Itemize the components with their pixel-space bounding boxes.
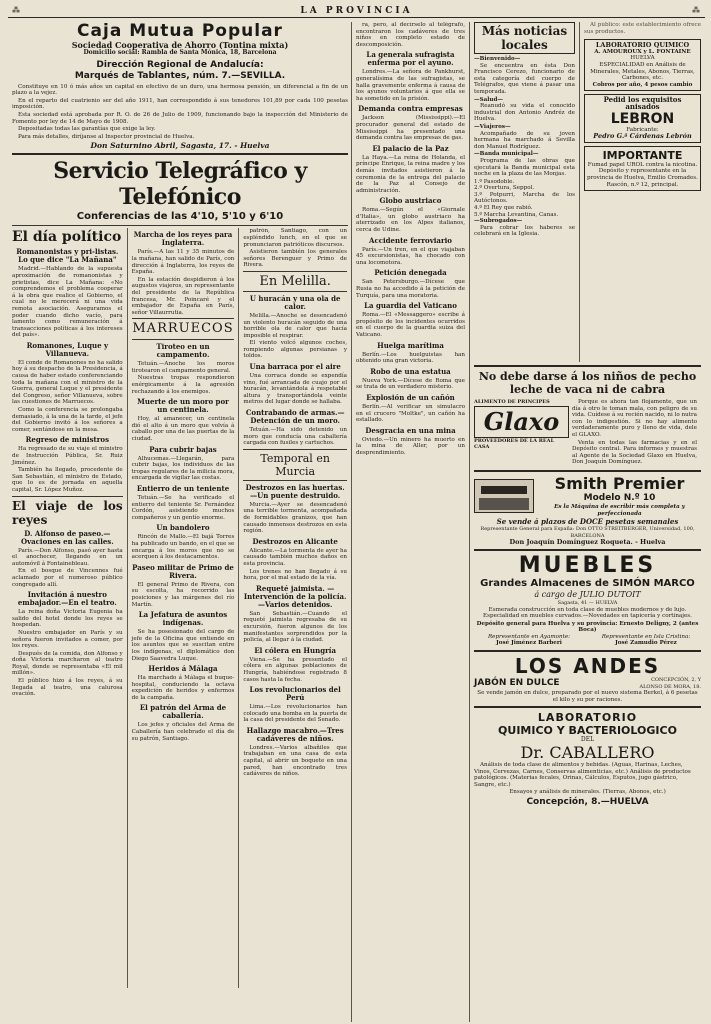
muebles-body: Esmerada construcción en toda clase de muebles modernos y de lujo. Especialidad en muebles curvados.—Novedades en tapicería y cortinajes.	[483, 606, 692, 620]
muebles-rep-left	[474, 634, 584, 647]
text-explosion: Berlín.—Al verificar un simulacro en el crucero "Moltke", un cañón ha estallado.	[356, 403, 465, 424]
left-area	[8, 22, 352, 1022]
andes-sub: JABÓN EN DULCE	[474, 678, 560, 689]
text-huracan-2: El viento volcó algunos coches, rompiendo algunas persianas y toldos.	[243, 340, 347, 360]
smith-model: Modelo N.º 10	[583, 492, 656, 503]
muebles-cargo: á cargo de JULIO DUTOIT	[534, 589, 641, 599]
text-hallazgo: Londres.—Varios albañiles que trabajaban en una casa de esta capital, al abrir un boquete en una pared, han encontrado tres cadáveres de niños.	[243, 744, 347, 778]
muebles-title: MUEBLES	[518, 552, 657, 578]
text-romanones-1: El conde de Romanones no ha salido hoy á su despacho de la Presidencia, á causa de haber estado conferenciando toda la mañana con el ministro de la Guerra, general Luque y el presidente del Congreso, señor Villanueva, sobre las cuestiones de Marruecos.	[12, 359, 123, 406]
lebron-brand: LEBRON	[610, 110, 675, 127]
text-patron: Los jefes y oficiales del Arma de Caballería han celebrado el día de su patrón, Santiago.	[131, 722, 235, 742]
text-regreso-1: Ha regresado de su viaje el ministro de Instrucción Pública, Sr. Ruiz Jiménez.	[12, 446, 123, 466]
muebles-rep-r-label: Representante en Isla Cristina:	[601, 633, 691, 640]
heading-demanda: Demanda contra empresas	[358, 104, 463, 114]
text-barraca: Una corraca donde se expendía vino, fué arrancada de cuajo por el huracán, levantándola á respetable altura y transportándola veinte metros del lugar donde se hallaba.	[243, 373, 347, 406]
text-requete: San Sebastián.—Cuando el requeté jaimista regresaba de su excursión, fueron algunos de los manifestantes sorprendidos por la policía, al llegar á la ciudad.	[243, 610, 347, 644]
lab-city: HUELVA	[630, 55, 655, 62]
ad-caja-body5: Para más detalles, diríjanse al Inspector provincial de Huelva.	[18, 133, 195, 140]
text-peru: Lima.—Los revolucionarios han colocado una bomba en la puerta de la casa del presidente del Senado.	[243, 704, 347, 724]
heading-paseo-militar: Paseo militar de Primo de Rivera.	[132, 562, 234, 580]
text-banda: Programa de las obras que ejecutará la Banda municipal esta noche en la plaza de las Monjas.	[474, 157, 575, 178]
lab2-title: LABORATORIO	[537, 711, 638, 725]
column-5-news	[470, 22, 580, 362]
heading-viajeros: —Viajeros—	[474, 123, 511, 130]
glaxo-sub: PROVEEDORES DE LA REAL CASA	[474, 437, 555, 451]
andes-addr: CONCEPCIÓN, 2, Y ALONSO DE MORA, 18.	[639, 677, 701, 690]
lab2-addr: Concepción, 8.—HUELVA	[526, 797, 649, 807]
importante-title: IMPORTANTE	[602, 148, 683, 162]
text-globo: Roma.—Según el «Giornale d'Italia», un globo austriaco ha aterrizado en los Alpes italianos, cerca de Udine.	[356, 207, 465, 234]
text-invitacion-3: Después de la comida, don Alfonso y doña Victoria marcharon al teatro Royal, donde se representaba «El mil millón».	[12, 650, 123, 677]
text-col3-top-1: patrón, Santiago, con un espléndido lunch, en el que se pronunciaron patrióticos discursos.	[243, 228, 347, 248]
banda-item-5: 5.º Marcha Levantina, Canas.	[474, 211, 559, 218]
heading-dia-politico: El día político	[12, 229, 122, 246]
ad-caja	[8, 22, 352, 228]
heading-destrozos-huertas: Destrozos en las huertas.—Un puente destruido.	[245, 482, 345, 500]
masthead-left: ⁂	[12, 6, 21, 15]
column-3	[239, 228, 351, 988]
text-alfonso-1: París.—Don Alfonso, pasó ayer hasta el anochecer, llegando en un automóvil á Fontainebleau.	[12, 547, 123, 567]
telegraph-times: Conferencias de las 4'10, 5'10 y 6'10	[76, 211, 284, 223]
text-romanones-2: Como la conferencia se prolongaba demasiado, á la una de la tarde, el jefe del Gobierno invitó á los señores a comer, sentándose en la mesa.	[12, 407, 123, 433]
heading-melilla: En Melilla.	[259, 273, 331, 289]
text-tiroteo-2: Nuestras tropas respondieron enérgicamente á la agresión rechazando á los enemigos.	[131, 375, 235, 395]
glaxo-logo: Glaxo	[474, 406, 569, 438]
heading-hallazgo: Hallazgo macabro.—Tres cadáveres de niños.	[246, 725, 344, 743]
text-huracan-1: Melilla.—Anoche se desencadenó un violento huracán seguido de una horrible ola de calor que hacía imposible el respirar.	[243, 312, 347, 339]
heading-destrozos-alicante: Destrozos en Alicante	[252, 536, 338, 546]
text-viajeros: Acompañado de su joven hermana ha marchado á Sevilla don Manuel Rodríguez.	[474, 130, 575, 150]
lab2-name: Dr. CABALLERO	[520, 743, 655, 763]
ad-importante	[584, 146, 701, 191]
ad-glaxo-brand	[474, 399, 569, 467]
heading-bandolero: Un bandolero	[156, 523, 210, 533]
muebles-address: Sagasta, 41 — HUELVA	[557, 599, 618, 606]
heading-patron: El patrón del Arma de caballería.	[139, 703, 227, 721]
heading-barraca: Una barraca por el aire	[249, 362, 341, 372]
importante-body2: Depósito y representante en la provincia de Huelva, Emilio Cromades.	[587, 168, 698, 181]
andes-title: LOS ANDES	[514, 654, 661, 679]
text-demanda: Jackson (Mississippi).—El procurador general del estado de Mississippi ha presentado una demanda contra las empresas de gas.	[356, 115, 465, 142]
muebles-rep-l-name: José Jiménez Barberi	[496, 640, 562, 647]
lab2-title2: QUIMICO Y BACTERIOLOGICO	[498, 724, 677, 738]
heading-contrabando: Contrabando de armas.—Detención de un moro.	[245, 408, 345, 426]
heading-cubrir-bajas: Para cubrir bajas	[149, 444, 217, 454]
text-col3-top-2: Asistieron también los generales señores Berenguer y Primo de Rivera.	[243, 249, 347, 269]
text-invitacion-1: La reina doña Victoria Eugenia ha salido del hotel donde los reyes se hospedan.	[12, 609, 123, 629]
lab-specialty: ESPECIALIDAD en Análisis de Minerales, Metales, Abonos, Tierras, Carbones, etc.	[590, 61, 695, 82]
text-palacio-paz: La Haya.—La reina de Holanda, el príncipe Enrique, la reina madre y los demás invitados asistieron á la ceremonia de la entrega del palacio de la Paz al Consejo de administración.	[356, 154, 465, 194]
ad-caja-signature: Don Saturnino Abril, Sagasta, 17. - Huelva	[90, 141, 270, 151]
heading-heridos: Heridos á Málaga	[148, 664, 218, 674]
ad-caja-body3: Esta sociedad está aprobada por R. O. de 26 de Julio de 1909, funcionando bajo la inspección del Ministerio de Fomento por ley de 14 de Mayo de 1908.	[12, 111, 348, 125]
text-robo: Nueva York.—Dícese de Roma que se trata de un verdadero misterio.	[356, 377, 465, 391]
text-muerte: Hoy, al amanecer, un centinela dió el alto á un moro que volvía á caballo por una de las puertas de la ciudad.	[131, 416, 235, 443]
heading-muerte-moro: Muerte de un moro por un centinela.	[137, 397, 229, 415]
column-6-ads: Al público: este establecimiento ofrece sus productos. LABORATORIO QUIMICO A. AMOUROUX y L. FONTAINE HUELVA ESPECIALIDAD en Análisis de Minerales, Metales, Abonos, Tierras, Carbones, etc. Cobros por año, 4 pesos cambio Pedid los exquisitos anisados LEBRON Fabricante: Pedro G.ª Cárdenas Lebrón IMPORTANTE Fumad papel UROL contra la nicotina. Depósito y representante en la provincia de Huelva, Emilio Cromades. Rascón, n.º 12, principal.	[580, 22, 705, 362]
banda-item-4: 4.º El Rey que rabió.	[474, 205, 533, 212]
lebron-heading: Pedid los exquisitos anisados	[603, 95, 682, 111]
ad-caja-body4: Depositadas todas las garantías que exige la ley.	[18, 126, 156, 133]
heading-requete: Requeté jaimista. — Intervención de la policía.—Varios detenidos.	[243, 583, 347, 609]
heading-peticion: Petición denegada	[374, 268, 447, 278]
text-sufragista: Londres.—La señora de Pankhurst, generalísima de las sufragistas, se halla gravemente enferma á causa de los ayunos voluntarios á que ella se ha sometido en la prisión.	[356, 69, 465, 102]
heading-entierro: Entierro de un teniente	[136, 484, 230, 493]
text-destrozos: Murcia.—Ayer se desencadenó una terrible tormenta, acompañada de formidables granizos, que han causado inmensos destrozos en esta región.	[243, 501, 347, 535]
heading-guardia-vaticano: La guardia del Vaticano	[364, 301, 457, 311]
ad-caja-title: Caja Mutua Popular	[77, 22, 283, 41]
text-invitacion-4: El público hizo á los reyes, á su llegada al teatro, una calurosa ovación.	[12, 678, 123, 698]
text-col4-top: ra, pero, al decírselo al telégrafo, encontraron los cadáveres de tres niños en completo estado de descomposición.	[356, 22, 465, 48]
importante-body: Fumad papel UROL contra la nicotina.	[587, 161, 698, 168]
heading-peru: Los revolucionarios del Perú	[249, 685, 341, 703]
heading-romanonistas: Romanonistas y pri-listas. Lo que dice "La Mañana"	[16, 247, 119, 265]
text-mina: Oviedo.—Un minero ha muerto en la mina de Aller, por un desprendimiento.	[356, 436, 465, 456]
ad-caja-body2: En el reparto del cuatrienio ser del año 1911, han correspondido á sus tenedores 101,89 por cada 100 pesetas imposición.	[12, 97, 348, 111]
heading-robo: Robo de una estatua	[370, 366, 451, 376]
text-marcha-2: En la estación despidieron á los augustos viajeros, un representante del presidente de la República francesa, Mr. Poincaré y el embajador de España en París, señor Villaurrutia.	[131, 276, 235, 316]
ad-caja-body1: Constituye en 10 ó más años un capital en efectivo de un duro, una hermosa pensión, un diferencial a fin de un plazo a la vejez.	[12, 83, 348, 97]
ad-caja-address: Marqués de Tablantes, núm. 7.—SEVILLA.	[74, 70, 286, 81]
heading-romanones-luque: Romanones, Luque y Villanueva.	[26, 340, 109, 358]
ad-caja-subtitle: Sociedad Cooperativa de Ahorro (Tontina mixta)	[71, 40, 289, 50]
importante-addr: Rascón, n.º 12, principal.	[606, 181, 679, 188]
lebron-name: Pedro G.ª Cárdenas Lebrón	[593, 132, 692, 141]
text-entierro: Tetuán.—Se ha verificado el entierro del teniente Sr. Fernández Cordón, asistiendo muchos compañeros y un gentío enorme.	[131, 495, 235, 521]
heading-tiroteo: Tiroteo en un campamento.	[156, 342, 210, 360]
lab2-del: DEL	[580, 736, 595, 744]
telegraph-banner: Servicio Telegráfico y Telefónico	[53, 158, 307, 211]
text-guardia-vaticano: Roma.—El «Messaggero» escribe á propósito de los incidentes ocurridos en el cuerpo de la guardia suiza del Vaticano.	[356, 312, 465, 338]
text-peticion: San Petersburgo.—Dícese que Rusia no ha accedido á la petición de Turquía, para una moratoria.	[356, 279, 465, 299]
text-paseo-militar: El general Primo de Rivera, con su escolta, ha recorrido las posiciones y las márgenes del río Martín.	[131, 581, 235, 608]
heading-accidente: Accidente ferroviario	[369, 235, 452, 245]
heading-subrogados: —Subrogados—	[474, 218, 523, 225]
right-area	[470, 22, 705, 1022]
column-2	[128, 228, 240, 988]
text-subrogados: Para cobrar los haberes se celebrará en la Iglesia.	[474, 224, 575, 238]
heading-temporal-murcia: Temporal en Murcia	[260, 451, 330, 478]
heading-bienvenida: —Bienvenido—	[474, 56, 521, 62]
banda-item-3: 3.º Potpurri, Marcha de los Autóctonos.	[474, 191, 575, 205]
text-cubrir-bajas: Alhucemas.—Llegarán, para cubrir bajas, los individuos de las tropas regulares de la milicia mora, encargada de vigilar las costas.	[131, 455, 235, 482]
text-alfonso-2: En el bosque de Vincennes fué aclamado por el numeroso público congregado allí.	[12, 568, 123, 588]
ad-caja-domicile: Domicilio social: Rambla de Santa Mónica, 18, Barcelona	[83, 49, 277, 56]
text-contrabando: Tetuán.—Ha sido detenido un moro que conducía una caballería cargada con fusiles y cartuchos.	[243, 427, 347, 447]
text-marcha-1: París.—A las 11 y 35 minutos de la mañana, han salido de París, con dirección á Inglaterra, los reyes de España.	[131, 249, 235, 276]
banda-item-1: 1.º Pasodoble.	[474, 178, 515, 185]
glaxo-text: Porque es ahora tan flojamente, que un día á otro le toman mala, con peligro de su vida. Cuídese á su recién nacido, ni lo nutra con lo indigestión. Si no hay alimento verdaderamente puro y lleno de vida, dele el GLAXO.	[572, 399, 697, 438]
smith-sub: Es la Máquina de escribir más completa y perfeccionada	[554, 503, 685, 517]
masthead-right: ⁂	[692, 6, 701, 15]
smith-local: Don Joaquín Domínguez Roqueta. - Huelva	[509, 538, 666, 547]
banda-item-2: 2.º Overtura, Seppol.	[474, 185, 535, 192]
muebles-sub: Grandes Almacenes de SIMÓN MARCO	[480, 577, 695, 589]
ad-laboratorio-amouroux	[584, 39, 701, 91]
text-regreso-2: También ha llegado, procedente de San Sebastián, el ministro de Estado, que lo es de jornada en aquella capital, Sr. López Muñoz.	[12, 467, 123, 493]
muebles-rep-right	[591, 634, 701, 647]
heading-huelga: Huelga marítima	[377, 340, 444, 350]
smith-price: Se vende á plazos de DOCE pesetas semanales	[496, 517, 679, 527]
lab2-body2: Ensayos y análisis de minerales. (Tierras, Abonos, etc.)	[509, 789, 666, 796]
lebron-maker: Fabricante:	[626, 126, 659, 133]
text-bandolero: Rincón de Mallo.—El bajá Torres ha publicado un bando, en el que se encarga á los moros que no se acerquen á los destacamentos.	[131, 534, 235, 561]
text-invitacion-2: Nuestro embajador en París y su señora fueron invitados a comer, por los reyes.	[12, 629, 123, 650]
ad-smith	[538, 475, 701, 517]
heading-marcha-reyes: Marcha de los reyes para Inglaterra.	[133, 230, 233, 248]
heading-viaje-reyes: El viaje de los reyes	[12, 498, 123, 527]
text-accidente: París.—Un tren, en el que viajaban 45 excursionistas, ha chocado con una locomotora.	[356, 246, 465, 266]
lab-names: A. AMOUROUX y L. FONTAINE	[594, 48, 691, 55]
masthead	[8, 4, 705, 18]
lab-note: Cobros por año, 4 pesos cambio	[592, 81, 693, 88]
column-4	[352, 22, 470, 1022]
heading-mas-noticias: Más noticias locales	[474, 22, 575, 54]
muebles-rep-l-label: Representante en Ayamonte:	[487, 633, 571, 640]
text-huelga: Berlín.—Los huelguistas han obtenido una gran victoria.	[356, 351, 465, 365]
heading-globo: Globo austriaco	[379, 196, 442, 206]
glaxo-tag: ALIMENTO DE PRINCIPES	[474, 399, 550, 405]
text-tiroteo-1: Tetuán.—Anoche los moros tirotearon el campamento general.	[131, 361, 235, 374]
ad-nino-title: No debe darse á los niños de pecho leche de vaca ni de cabra	[478, 370, 697, 396]
typewriter-illustration	[474, 479, 534, 513]
text-salud: Reanudó su vida el conocido industrial don Antonio Andréz de Huelva.	[474, 103, 575, 123]
text-bienvenida: Se encuentra en ésta Don Francisco Cerezo, funcionario de esta categoría del cuerpo de Telégrafos, que viene á pasar una temporada.	[474, 62, 575, 95]
heading-explosion: Explosión de un cañón	[366, 392, 455, 402]
ad-lebron	[584, 94, 701, 142]
text-alicante-1: Alicante.—La tormenta de ayer ha causado también muchos daños en esta provincia.	[243, 547, 347, 567]
ad-glaxo-text	[572, 399, 697, 467]
text-heridos: Ha marchado á Málaga el buque-hospital, conduciendo la octava expedición de heridos y enfermos de la campaña.	[131, 675, 235, 701]
heading-banda: —Banda municipal—	[474, 151, 539, 158]
heading-jefatura: La Jefatura de asuntos indígenas.	[138, 610, 228, 628]
heading-colera: El cólera en Hungría	[254, 645, 336, 655]
text-alicante-2: Los trenes no han llegado á su hora, por el mal estado de la vía.	[243, 568, 347, 582]
heading-salud: —Salud—	[474, 96, 503, 103]
smith-brand: Smith Premier	[554, 473, 685, 493]
heading-mina: Desgracia en una mina	[365, 425, 456, 435]
ad-caja-direction: Dirección Regional de Andalucía:	[96, 59, 264, 70]
heading-sufragista: La generala sufragista enferma por el ayuno.	[366, 50, 455, 68]
heading-palacio-paz: El palacio de la Paz	[372, 143, 449, 153]
text-jefatura: Se ha posesionado del cargo de jefe de la Oficina que entiende en los asuntos que se suscitan entre los indígenas, el diplomático don Diego Saavedra Luque.	[131, 629, 235, 662]
heading-alfonso-paseo: D. Alfonso de paseo.—Ovaciones en las calles.	[20, 528, 114, 546]
wide-ads	[470, 362, 705, 1022]
heading-invitacion: Invitación á nuestro embajador.—En el teatro.	[17, 590, 117, 608]
text-colera: Viena.—Se ha presentado el cólera en algunas poblaciones de Hungría, habiéndose registrado 8 casos hasta la fecha.	[243, 656, 347, 683]
smith-rep: Representante General para España: Don OTTO STREITBERGER, Universidad, 100, BARCELONA	[480, 526, 695, 539]
glaxo-text2: Venta en todas las farmacias y en el Depósito central. Para informes y muestras al Agente de la Sociedad Glaxo en Huelva, Don Joaquín Domínguez.	[572, 439, 697, 466]
masthead-title: LA PROVINCIA	[300, 5, 413, 16]
heading-huracan: U huracán y una ola de calor.	[249, 293, 341, 311]
heading-marruecos: MARRUECOS	[132, 321, 234, 337]
heading-regreso: Regreso de ministros	[25, 435, 110, 445]
column-1	[8, 228, 128, 988]
lab2-body: Análisis de toda clase de alimentos y bebidas. (Aguas, Harinas, Leches, Vinos, Cervezas, Carnes, Conservas alimenticias, etc.) Análisis de productos patológicos. (Materias fecales, Orinas, Cálculos, Esputos, jugo gástrico, Sangre, etc.)	[474, 762, 691, 788]
muebles-general: Depósito general para Huelva y su provincia: Ernesto Deligny, 2 (antes Boca)	[476, 620, 699, 634]
andes-body: Se vende jamón en dulce, preparado por el nuevo sistema Berkel, á 6 pesetas el kilo y su por raciones.	[477, 690, 698, 703]
lab-title: LABORATORIO QUIMICO	[595, 41, 690, 50]
muebles-rep-r-name: José Zamudio Pérez	[615, 640, 677, 647]
text-romanonistas: Madrid.—Hablando de la supuesta aproximación de romanonistas y prietistas, dice La Mañana: «No comprendemos el problema cooperar á la obra que realice el Gobierno, el cual no le merecerá ni una vida remota asociación. Aseguramos el poder cuando dicho vacío, para lamento como remuneración á transacciones políticas á los intereses del país».	[12, 266, 123, 339]
